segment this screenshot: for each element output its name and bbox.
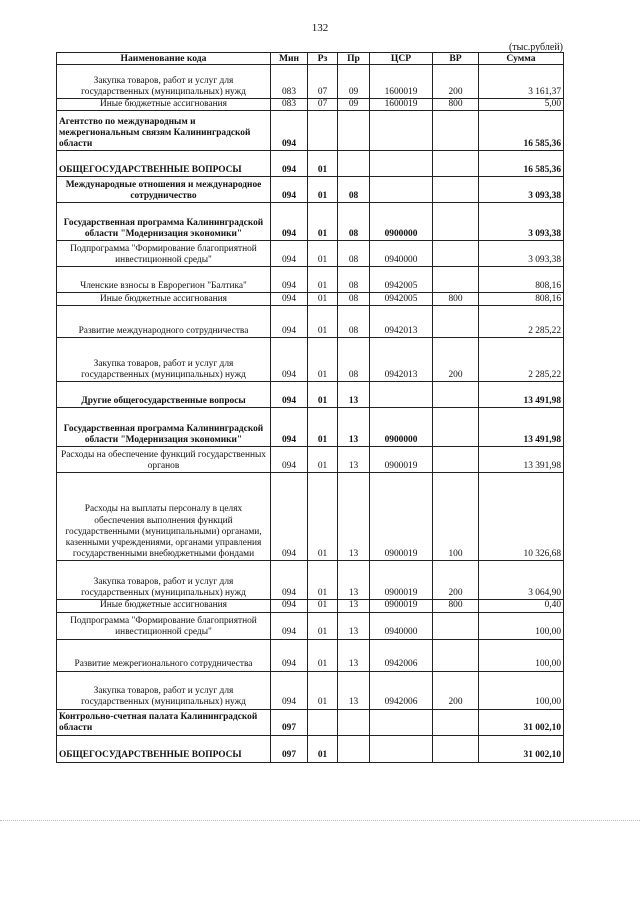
cell-name: Закупка товаров, работ и услуг для государственных (муниципальных) нужд	[57, 671, 271, 709]
cell-pr: 08	[338, 177, 370, 203]
cell-name: Закупка товаров, работ и услуг для государственных (муниципальных) нужд	[57, 65, 271, 99]
table-row	[57, 447, 564, 473]
cell-name: ОБЩЕГОСУДАРСТВЕННЫЕ ВОПРОСЫ	[57, 151, 271, 177]
cell-sum: 13 491,98	[479, 382, 564, 408]
table-row	[57, 735, 564, 762]
cell-csr: 0942005	[370, 267, 433, 293]
cell-vr	[433, 306, 479, 338]
cell-vr: 200	[433, 671, 479, 709]
table-row	[57, 111, 564, 151]
cell-rz: 01	[308, 561, 338, 600]
cell-rz: 01	[308, 639, 338, 671]
cell-vr	[433, 151, 479, 177]
cell-min: 083	[271, 65, 308, 99]
cell-min: 094	[271, 111, 308, 151]
cell-rz	[308, 709, 338, 735]
cell-sum: 3 064,90	[479, 561, 564, 600]
table-row	[57, 408, 564, 447]
cell-csr: 0942005	[370, 293, 433, 306]
cell-sum: 10 326,68	[479, 473, 564, 561]
margin-divider	[0, 820, 640, 822]
table-row	[57, 203, 564, 241]
cell-pr: 08	[338, 203, 370, 241]
cell-name: Иные бюджетные ассигнования	[57, 99, 271, 111]
cell-name: ОБЩЕГОСУДАРСТВЕННЫЕ ВОПРОСЫ	[57, 735, 271, 762]
cell-csr: 0900000	[370, 203, 433, 241]
cell-min: 094	[271, 241, 308, 267]
cell-csr	[370, 735, 433, 762]
cell-name: Контрольно-счетная палата Калининградской области	[57, 709, 271, 735]
cell-vr	[433, 447, 479, 473]
cell-csr: 1600019	[370, 65, 433, 99]
cell-name: Агентство по международным и межрегиональным связям Калининградской области	[57, 111, 271, 151]
cell-rz: 01	[308, 293, 338, 306]
cell-rz: 01	[308, 447, 338, 473]
cell-rz: 01	[308, 177, 338, 203]
cell-vr: 800	[433, 293, 479, 306]
cell-min: 097	[271, 735, 308, 762]
cell-vr	[433, 382, 479, 408]
cell-rz: 01	[308, 612, 338, 639]
cell-csr: 0942013	[370, 306, 433, 338]
cell-vr	[433, 267, 479, 293]
cell-vr: 200	[433, 561, 479, 600]
header-row	[57, 53, 564, 65]
cell-min: 094	[271, 408, 308, 447]
cell-sum: 5,00	[479, 99, 564, 111]
cell-pr: 13	[338, 473, 370, 561]
cell-pr: 08	[338, 338, 370, 382]
cell-vr: 100	[433, 473, 479, 561]
cell-vr	[433, 709, 479, 735]
col-header-rz: Рз	[308, 53, 338, 65]
cell-name: Подпрограмма "Формирование благоприятной инвестиционной среды"	[57, 241, 271, 267]
cell-sum: 808,16	[479, 267, 564, 293]
table-row	[57, 293, 564, 306]
table-row	[57, 99, 564, 111]
cell-name: Развитие международного сотрудничества	[57, 306, 271, 338]
cell-pr: 13	[338, 382, 370, 408]
col-header-csr: ЦСР	[370, 53, 433, 65]
cell-csr: 0942006	[370, 639, 433, 671]
table-row	[57, 65, 564, 99]
cell-rz: 01	[308, 151, 338, 177]
cell-min: 094	[271, 338, 308, 382]
cell-sum: 100,00	[479, 639, 564, 671]
table-row	[57, 382, 564, 408]
cell-csr: 0900019	[370, 473, 433, 561]
cell-sum: 808,16	[479, 293, 564, 306]
table-row	[57, 241, 564, 267]
cell-csr	[370, 111, 433, 151]
table-row	[57, 473, 564, 561]
cell-csr: 0940000	[370, 612, 433, 639]
cell-rz: 01	[308, 241, 338, 267]
cell-vr	[433, 639, 479, 671]
cell-sum: 2 285,22	[479, 306, 564, 338]
cell-min: 097	[271, 709, 308, 735]
cell-min: 094	[271, 306, 308, 338]
cell-rz: 07	[308, 99, 338, 111]
cell-min: 094	[271, 177, 308, 203]
cell-min: 094	[271, 203, 308, 241]
cell-sum: 3 161,37	[479, 65, 564, 99]
cell-name: Государственная программа Калининградской области "Модернизация экономики"	[57, 408, 271, 447]
cell-csr: 1600019	[370, 99, 433, 111]
cell-pr	[338, 735, 370, 762]
cell-pr: 08	[338, 293, 370, 306]
cell-min: 094	[271, 600, 308, 612]
cell-pr: 08	[338, 267, 370, 293]
cell-sum: 100,00	[479, 671, 564, 709]
cell-name: Членские взносы в Еврорегион "Балтика"	[57, 267, 271, 293]
cell-csr: 0900019	[370, 561, 433, 600]
cell-pr: 09	[338, 99, 370, 111]
cell-min: 094	[271, 267, 308, 293]
cell-pr	[338, 151, 370, 177]
cell-rz: 07	[308, 65, 338, 99]
cell-csr	[370, 709, 433, 735]
cell-csr: 0942006	[370, 671, 433, 709]
table-row	[57, 639, 564, 671]
table-row	[57, 177, 564, 203]
cell-pr: 13	[338, 447, 370, 473]
cell-name: Закупка товаров, работ и услуг для государственных (муниципальных) нужд	[57, 338, 271, 382]
cell-min: 094	[271, 151, 308, 177]
cell-min: 094	[271, 473, 308, 561]
cell-sum: 16 585,36	[479, 151, 564, 177]
cell-min: 083	[271, 99, 308, 111]
cell-name: Развитие межрегионального сотрудничества	[57, 639, 271, 671]
cell-sum: 3 093,38	[479, 241, 564, 267]
cell-vr	[433, 203, 479, 241]
cell-rz: 01	[308, 267, 338, 293]
cell-sum: 31 002,10	[479, 709, 564, 735]
cell-rz: 01	[308, 735, 338, 762]
col-header-min: Мин	[271, 53, 308, 65]
cell-csr: 0900000	[370, 408, 433, 447]
cell-vr: 800	[433, 99, 479, 111]
cell-rz: 01	[308, 408, 338, 447]
table-row	[57, 612, 564, 639]
cell-min: 094	[271, 447, 308, 473]
cell-name: Подпрограмма "Формирование благоприятной инвестиционной среды"	[57, 612, 271, 639]
cell-sum: 31 002,10	[479, 735, 564, 762]
cell-min: 094	[271, 639, 308, 671]
table-row	[57, 306, 564, 338]
cell-rz: 01	[308, 473, 338, 561]
cell-name: Закупка товаров, работ и услуг для государственных (муниципальных) нужд	[57, 561, 271, 600]
table-body	[57, 65, 564, 762]
cell-vr	[433, 111, 479, 151]
cell-sum: 16 585,36	[479, 111, 564, 151]
cell-vr: 200	[433, 65, 479, 99]
cell-min: 094	[271, 612, 308, 639]
cell-rz: 01	[308, 203, 338, 241]
cell-vr	[433, 408, 479, 447]
col-header-vr: ВР	[433, 53, 479, 65]
cell-pr: 13	[338, 600, 370, 612]
table-row	[57, 561, 564, 600]
cell-sum: 0,40	[479, 600, 564, 612]
cell-sum: 3 093,38	[479, 177, 564, 203]
cell-csr	[370, 151, 433, 177]
cell-pr: 13	[338, 639, 370, 671]
cell-rz: 01	[308, 382, 338, 408]
cell-csr: 0900019	[370, 447, 433, 473]
cell-csr	[370, 382, 433, 408]
cell-sum: 100,00	[479, 612, 564, 639]
cell-pr: 13	[338, 612, 370, 639]
cell-rz: 01	[308, 306, 338, 338]
cell-sum: 2 285,22	[479, 338, 564, 382]
cell-min: 094	[271, 561, 308, 600]
cell-rz	[308, 111, 338, 151]
cell-csr: 0900019	[370, 600, 433, 612]
units-label: (тыс.рублей)	[508, 42, 563, 53]
cell-vr	[433, 177, 479, 203]
cell-pr: 08	[338, 241, 370, 267]
cell-name: Иные бюджетные ассигнования	[57, 293, 271, 306]
cell-vr: 800	[433, 600, 479, 612]
cell-sum: 13 391,98	[479, 447, 564, 473]
table-row	[57, 267, 564, 293]
cell-vr	[433, 735, 479, 762]
cell-pr	[338, 709, 370, 735]
cell-sum: 3 093,38	[479, 203, 564, 241]
cell-pr	[338, 111, 370, 151]
table-row	[57, 709, 564, 735]
table-row	[57, 338, 564, 382]
cell-rz: 01	[308, 600, 338, 612]
cell-name: Другие общегосударственные вопросы	[57, 382, 271, 408]
budget-table	[56, 52, 564, 763]
cell-vr: 200	[433, 338, 479, 382]
table-row	[57, 151, 564, 177]
cell-pr: 13	[338, 408, 370, 447]
cell-vr	[433, 241, 479, 267]
cell-vr	[433, 612, 479, 639]
table-row	[57, 671, 564, 709]
cell-sum: 13 491,98	[479, 408, 564, 447]
cell-pr: 13	[338, 561, 370, 600]
col-header-sum: Сумма	[479, 53, 564, 65]
col-header-pr: Пр	[338, 53, 370, 65]
cell-min: 094	[271, 293, 308, 306]
cell-min: 094	[271, 671, 308, 709]
table-row	[57, 600, 564, 612]
cell-pr: 13	[338, 671, 370, 709]
cell-rz: 01	[308, 671, 338, 709]
col-header-name: Наименование кода	[57, 53, 271, 65]
cell-csr: 0942013	[370, 338, 433, 382]
cell-name: Международные отношения и международное сотрудничество	[57, 177, 271, 203]
cell-rz: 01	[308, 338, 338, 382]
cell-name: Расходы на обеспечение функций государственных органов	[57, 447, 271, 473]
cell-name: Государственная программа Калининградской области "Модернизация экономики"	[57, 203, 271, 241]
cell-csr	[370, 177, 433, 203]
cell-name: Расходы на выплаты персоналу в целях обеспечения выполнения функций государственными (муниципальными) органами, казенными учреждениями, органами управления государственными внебюджетными фондами	[57, 473, 271, 561]
cell-pr: 09	[338, 65, 370, 99]
cell-csr: 0940000	[370, 241, 433, 267]
cell-min: 094	[271, 382, 308, 408]
page-number: 132	[311, 22, 329, 34]
cell-pr: 08	[338, 306, 370, 338]
cell-name: Иные бюджетные ассигнования	[57, 600, 271, 612]
